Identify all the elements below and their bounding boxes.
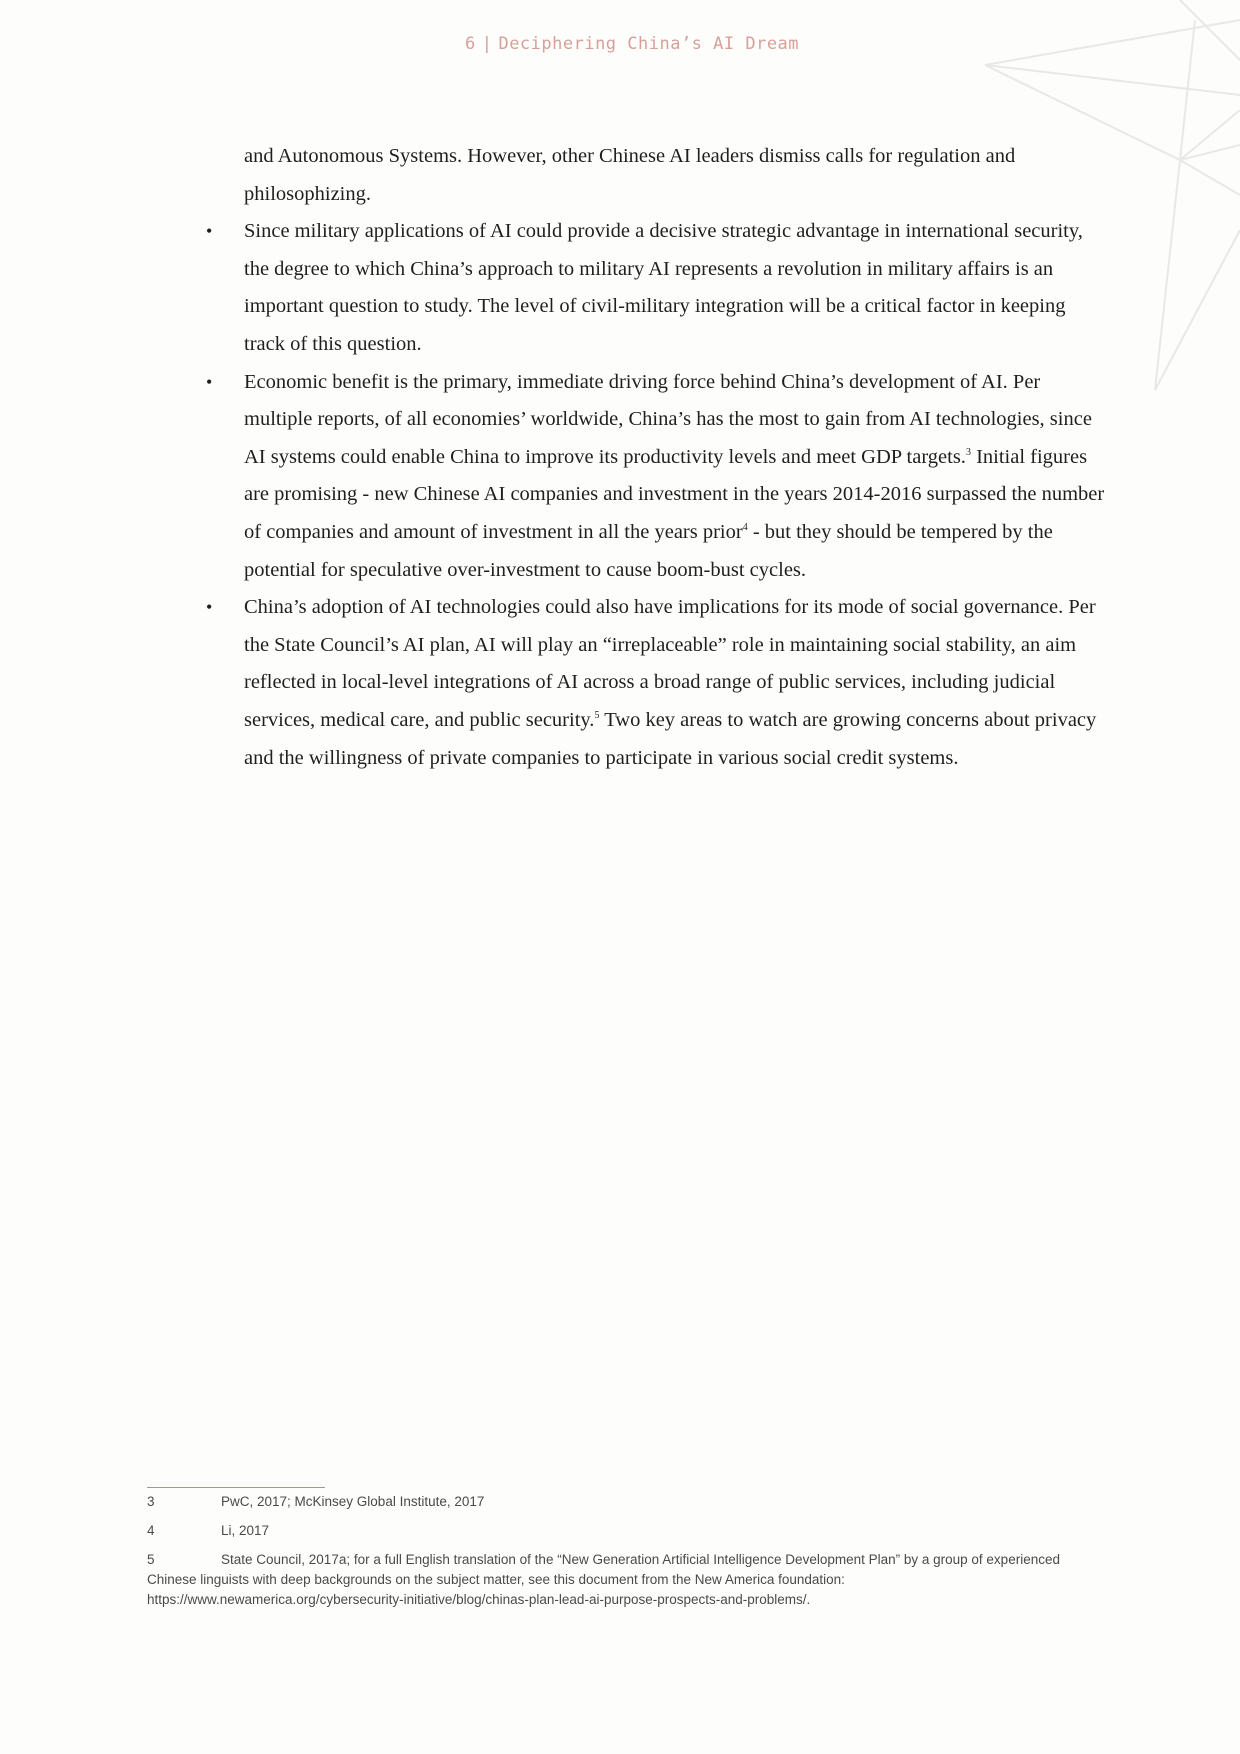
document-title: Deciphering China’s AI Dream [498, 34, 800, 54]
footnote-3 [147, 1492, 1093, 1512]
bullet-text: Economic benefit is the primary, immediate driving force behind China’s development of AI. Per multiple reports, of all economies’ worldwide, China’s has the most to gain from AI technologies, since AI systems could enable China to improve its productivity levels and meet GDP targets. [244, 370, 1092, 468]
footnote-text: Li, 2017 [221, 1523, 270, 1538]
footnote-number: 3 [147, 1494, 155, 1509]
footnote-ref-3[interactable]: 3 [965, 446, 971, 458]
bullet-text: Since military applications of AI could provide a decisive strategic advantage in international security, the degree to which China’s approach to military AI represents a revolution in military affairs is an important question to study. The level of civil-military integration will be a critical factor in keeping track of this question. [244, 220, 1083, 355]
bullet-text: Two key areas to watch are growing concerns about privacy and the willingness of private companies to participate in various social credit systems. [244, 708, 1097, 769]
bullet-item-military [206, 213, 1110, 363]
bullet-item-governance [206, 589, 1110, 777]
running-header [0, 34, 1240, 54]
footnote-5 [147, 1550, 1093, 1610]
bullet-icon: • [206, 597, 213, 618]
footnote-text: PwC, 2017; McKinsey Global Institute, 2017 [221, 1494, 485, 1509]
footnote-4 [147, 1521, 1093, 1541]
bullet-icon: • [206, 221, 213, 242]
header-separator: | [481, 34, 493, 54]
footnote-ref-5[interactable]: 5 [594, 710, 600, 722]
intro-paragraph: and Autonomous Systems. However, other Chinese AI leaders dismiss calls for regulation and philosophizing. [244, 145, 1016, 205]
footnote-ref-4[interactable]: 4 [742, 522, 748, 534]
bullet-text: Initial figures are promising - new Chinese AI companies and investment in the years 2014-2016 surpassed the number of companies and amount of investment in all the years prior [244, 445, 1105, 543]
footnote-number: 4 [147, 1523, 155, 1538]
footnote-text[interactable]: State Council, 2017a; for a full English translation of the “New Generation Artificial Intelligence Development Plan” by a group of experienced Chinese linguists with deep backgrounds on the subject matter, see this document from the New America foundation: https://www.newamerica.org/cybersecurity-initiative/blog/chinas-plan-lead-ai-purpose-prospects-and-problems/. [147, 1552, 1060, 1607]
bullet-text: China’s adoption of AI technologies could also have implications for its mode of social governance. Per the State Council’s AI plan, AI will play an “irreplaceable” role in maintaining social stability, an aim reflected in local-level integrations of AI across a broad range of public services, including judicial services, medical care, and public security. [244, 596, 1096, 731]
bullet-list [206, 213, 1110, 777]
bullet-text: - but they should be tempered by the potential for speculative over-investment to cause boom-bust cycles. [244, 520, 1053, 581]
footnotes [147, 1492, 1093, 1619]
footnote-number: 5 [147, 1552, 155, 1567]
body-text [206, 138, 1110, 777]
bullet-item-economic [206, 364, 1110, 590]
footnote-divider [147, 1487, 325, 1488]
page-number: 6 [464, 34, 476, 54]
bullet-icon: • [206, 371, 213, 392]
